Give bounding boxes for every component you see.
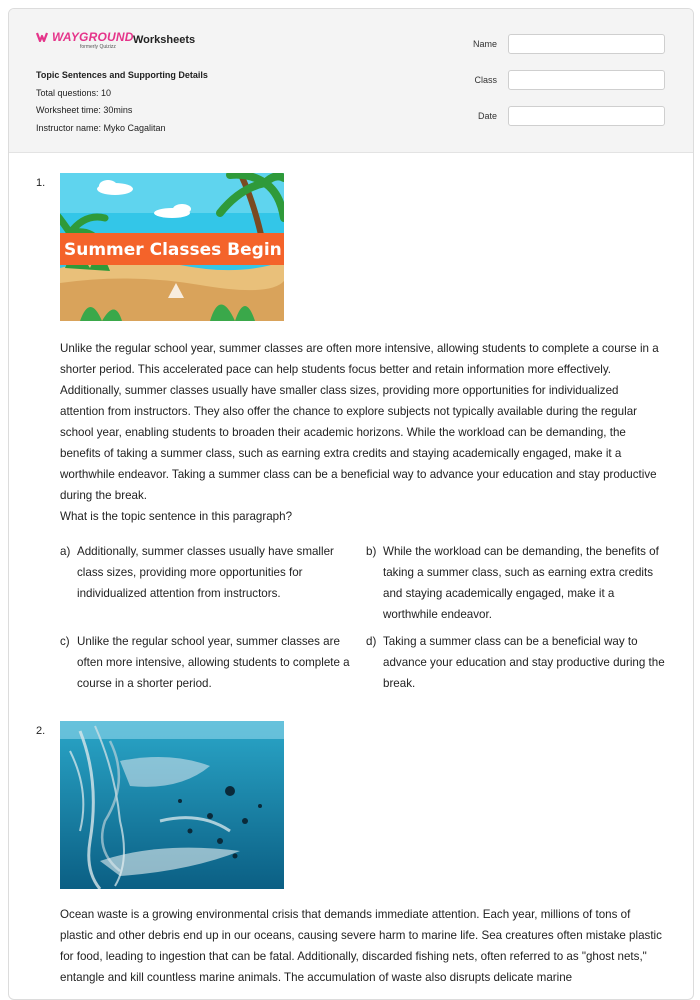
total-questions: Total questions: 10 <box>36 87 112 98</box>
logo-subtitle: formerly Quizizz <box>80 44 116 50</box>
worksheet-title: Topic Sentences and Supporting Details <box>36 70 208 80</box>
ocean-plastic-photo <box>60 721 284 889</box>
option-letter: a) <box>60 545 71 558</box>
date-field-row <box>449 106 665 128</box>
summer-beach-illustration <box>60 173 284 321</box>
wayground-logo <box>36 30 134 50</box>
instructor-name: Instructor name: Myko Cagalitan <box>36 122 166 133</box>
paragraph-text: Ocean waste is a growing environmental crisis that demands immediate attention. Each year, millions of tons of plastic and other debris end up in our oceans, causing severe harm to marine life. Sea creatures often mistake plastic for food, leading to ingestion that can be fatal. Additionally, discarded fishing nets, often referred to as "ghost nets," entangle and kill countless marine animals. The accumulation of waste also disrupts delicate marine <box>60 908 662 984</box>
class-input[interactable] <box>508 70 665 90</box>
worksheet <box>8 8 694 1000</box>
name-field-row <box>449 34 665 56</box>
class-field-row <box>449 70 665 92</box>
logo-text: WAYGROUND <box>52 30 134 44</box>
question-prompt: What is the topic sentence in this paragraph? <box>60 510 293 523</box>
date-label: Date <box>477 111 497 121</box>
question-paragraph <box>60 904 666 988</box>
option-text: While the workload can be demanding, the benefits of taking a summer class, such as earning extra credits and staying academically engaged, make it a worthwhile endeavor. <box>383 545 659 621</box>
logo-mark-icon <box>36 32 50 42</box>
ocean-waste-image <box>60 721 284 889</box>
option-text: Taking a summer class can be a beneficial way to advance your education and stay productive during the break. <box>383 635 665 690</box>
option-text: Additionally, summer classes usually have smaller class sizes, providing more opportunities for individualized attention from instructors. <box>77 545 334 600</box>
question-number: 2. <box>36 725 46 737</box>
worksheet-header <box>9 9 693 153</box>
option-letter: b) <box>366 545 377 558</box>
date-input[interactable] <box>508 106 665 126</box>
class-label: Class <box>474 75 497 85</box>
paragraph-text: Unlike the regular school year, summer classes are often more intensive, allowing students to complete a course in a shorter period. This accelerated pace can help students focus better and retain information more effectively. Additionally, summer classes usually have smaller class sizes, providing more opportunities for individualized attention from instructors. They also offer the chance to explore subjects not typically available during the regular school year, enabling students to broaden their academic horizons. While the workload can be demanding, the benefits of taking a summer class, such as earning extra credits and staying academically engaged, make it a worthwhile endeavor. Taking a summer class can be a beneficial way to advance your education and stay productive during the break. <box>60 342 659 502</box>
worksheet-time: Worksheet time: 30mins <box>36 105 133 115</box>
option-text: Unlike the regular school year, summer classes are often more intensive, allowing students to complete a course in a shorter period. <box>77 635 350 690</box>
image-caption: Summer Classes Begin <box>64 240 282 260</box>
worksheet-meta <box>36 67 208 137</box>
name-label: Name <box>472 39 497 49</box>
app-title: Worksheets <box>133 34 196 46</box>
summer-classes-image <box>60 173 284 321</box>
question-number: 1. <box>36 177 46 189</box>
name-input[interactable] <box>508 34 665 54</box>
question-paragraph <box>60 338 666 527</box>
option-letter: c) <box>60 635 70 648</box>
option-letter: d) <box>366 635 377 648</box>
